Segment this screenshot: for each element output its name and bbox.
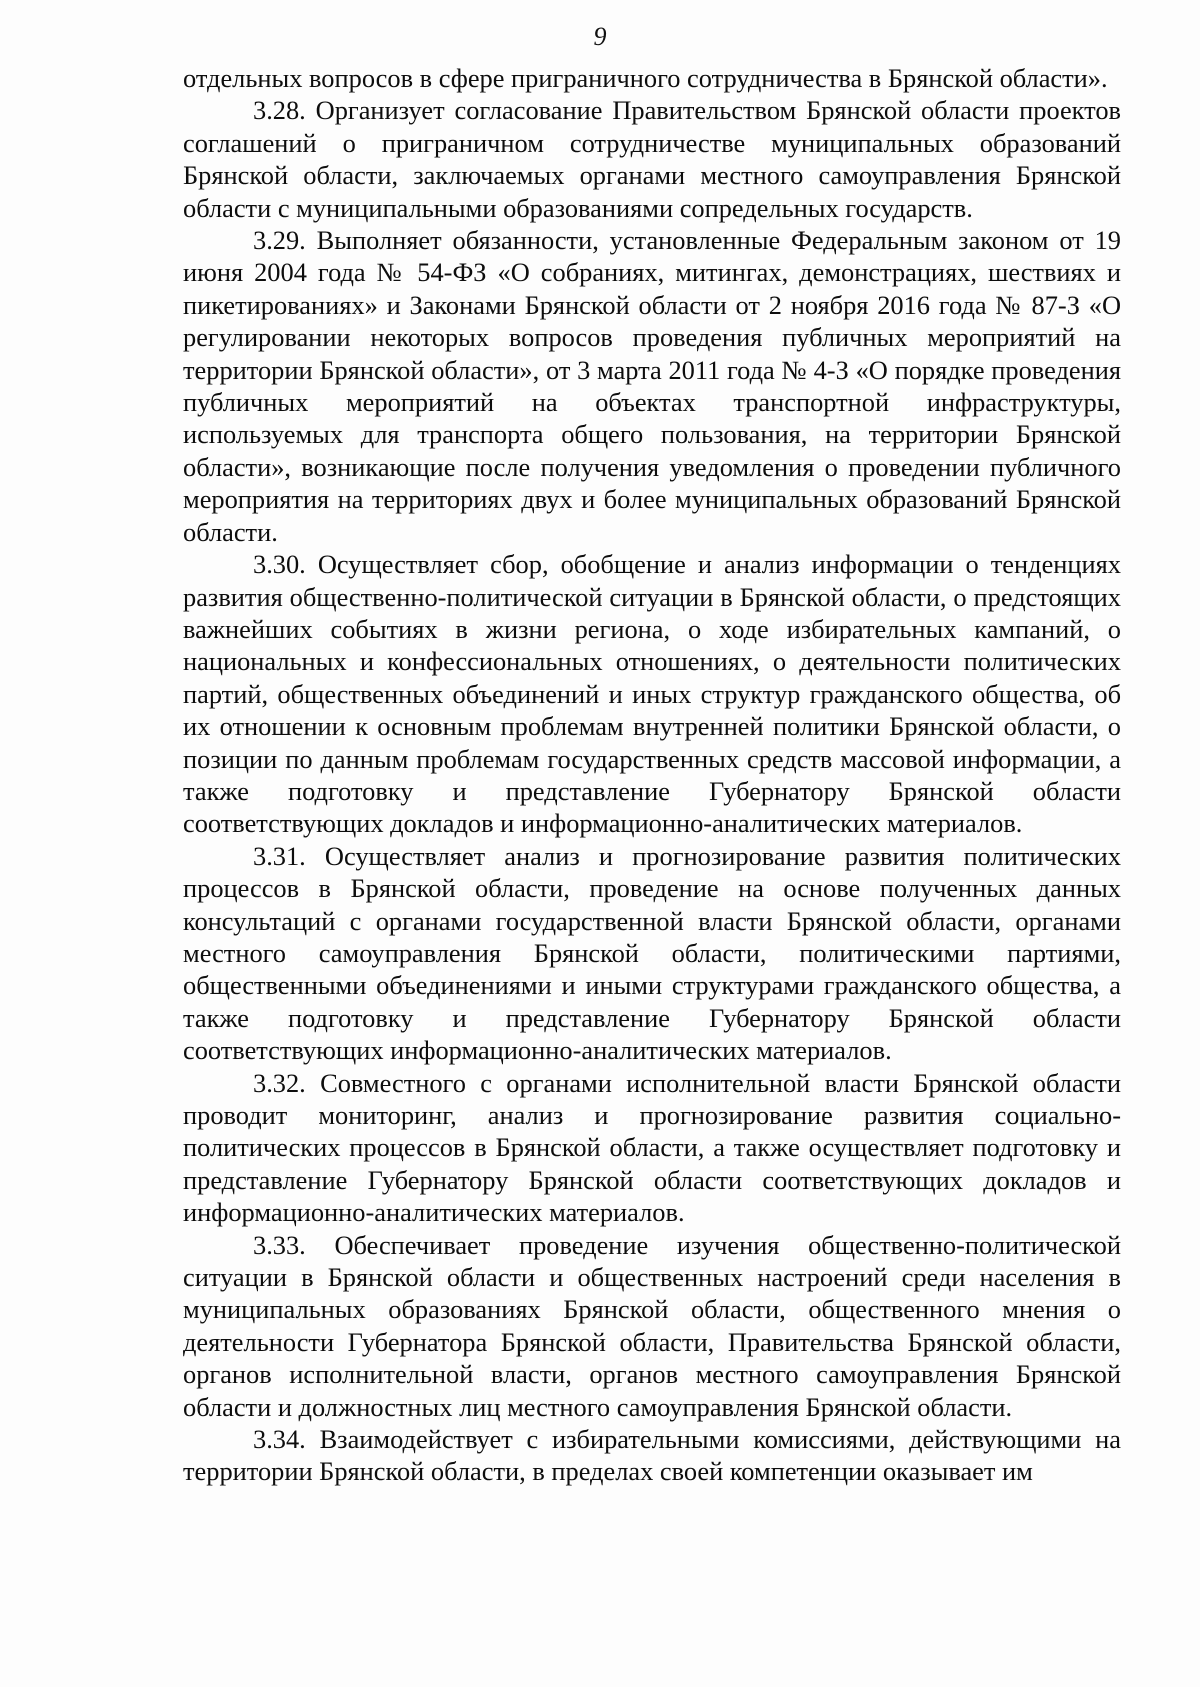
paragraph-3-32 (183, 1067, 1121, 1229)
paragraph-3-29 (183, 224, 1121, 548)
paragraph-number: 3.31. (253, 840, 306, 871)
paragraph-3-30 (183, 548, 1121, 840)
paragraph-text: Совместного с органами исполнительной власти Брянской области проводит мониторинг, анализ и прогнозирование развития социально-политических процессов в Брянской области, а также осуществляет подготовку и представление Губернатору Брянской области соответствующих докладов и информационно-аналитических материалов. (183, 1067, 1121, 1228)
page-number: 9 (593, 22, 607, 51)
paragraph-continuation (183, 62, 1121, 94)
paragraph-text: Осуществляет анализ и прогнозирование развития политических процессов в Брянской области, проведение на основе полученных данных консультаций с органами государственной власти Брянской области, органами местного самоуправления Брянской области, политическими партиями, общественными объединениями и иными структурами гражданского общества, а также подготовку и представление Губернатору Брянской области соответствующих информационно-аналитических материалов. (183, 840, 1121, 1066)
paragraph-3-33 (183, 1229, 1121, 1423)
document-body (183, 62, 1121, 1488)
paragraph-text: Выполняет обязанности, установленные Федеральным законом от 19 июня 2004 года № 54-ФЗ «О собраниях, митингах, демонстрациях, шествиях и пикетированиях» и Законами Брянской области от 2 ноября 2016 года № 87-З «О регулировании некоторых вопросов проведения публичных мероприятий на территории Брянской области», от 3 марта 2011 года № 4-З «О порядке проведения публичных мероприятий на объектах транспортной инфраструктуры, используемых для транспорта общего пользования, на территории Брянской области», возникающие после получения уведомления о проведении публичного мероприятия на территориях двух и более муниципальных образований Брянской области. (183, 225, 1121, 547)
paragraph-number: 3.29. (253, 225, 306, 256)
paragraph-number: 3.28. (253, 95, 306, 126)
paragraph-text: Осуществляет сбор, обобщение и анализ информации о тенденциях развития общественно-политической ситуации в Брянской области, о предстоящих важнейших событиях в жизни региона, о ходе избирательных кампаний, о национальных и конфессиональных отношениях, о деятельности политических партий, общественных объединений и иных структур гражданского общества, об их отношении к основным проблемам внутренней политики Брянской области, о позиции по данным проблемам государственных средств массовой информации, а также подготовку и представление Губернатору Брянской области соответствующих докладов и информационно-аналитических материалов. (183, 549, 1121, 839)
paragraph-text: Взаимодействует с избирательными комиссиями, действующими на территории Брянской области, в пределах своей компетенции оказывает им (183, 1424, 1121, 1487)
paragraph-text: отдельных вопросов в сфере приграничного сотрудничества в Брянской области». (183, 63, 1108, 93)
paragraph-3-34 (183, 1423, 1121, 1488)
paragraph-text: Организует согласование Правительством Брянской области проектов соглашений о приграничном сотрудничестве муниципальных образований Брянской области, заключаемых органами местного самоуправления Брянской области с муниципальными образованиями сопредельных государств. (183, 95, 1121, 223)
paragraph-3-31 (183, 840, 1121, 1067)
paragraph-3-28 (183, 94, 1121, 224)
paragraph-number: 3.33. (253, 1229, 306, 1260)
paragraph-number: 3.34. (253, 1424, 306, 1455)
paragraph-number: 3.32. (253, 1067, 306, 1098)
paragraph-text: Обеспечивает проведение изучения общественно-политической ситуации в Брянской области и общественных настроений среди населения в муниципальных образованиях Брянской области, общественного мнения о деятельности Губернатора Брянской области, Правительства Брянской области, органов исполнительной власти, органов местного самоуправления Брянской области и должностных лиц местного самоуправления Брянской области. (183, 1229, 1121, 1422)
paragraph-number: 3.30. (253, 549, 306, 580)
